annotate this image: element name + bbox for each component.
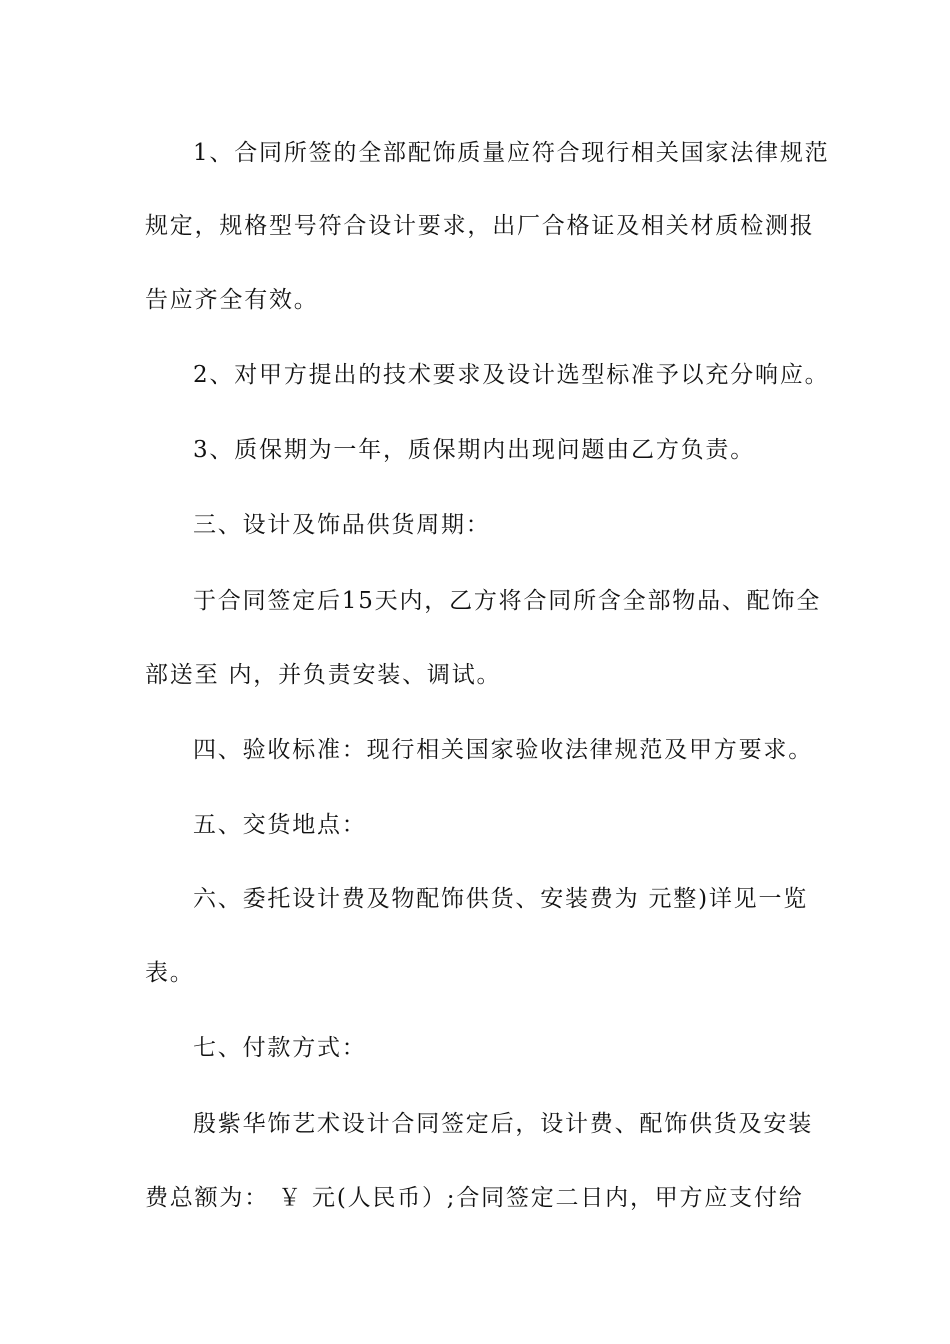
clause-2: 2、对甲方提出的技术要求及设计选型标准予以充分响应。 [193, 362, 830, 388]
clause-1-line-3: 告应齐全有效。 [145, 287, 319, 313]
payment-terms-line-1: 殷紫华饰艺术设计合同签定后，设计费、配饰供货及安装 [193, 1111, 813, 1137]
payment-terms-line-2: 费总额为： ￥ 元(人民币）;合同签定二日内，甲方应支付给 [145, 1185, 804, 1211]
clause-1-line-1: 1、合同所签的全部配饰质量应符合现行相关国家法律规范 [193, 140, 830, 166]
clause-1-line-2: 规定，规格型号符合设计要求，出厂合格证及相关材质检测报 [145, 213, 815, 239]
clause-3: 3、质保期为一年，质保期内出现问题由乙方负责。 [193, 437, 756, 463]
section-7-payment: 七、付款方式： [193, 1035, 367, 1061]
section-5-delivery: 五、交货地点： [193, 812, 367, 838]
section-4-acceptance: 四、验收标准：现行相关国家验收法律规范及甲方要求。 [193, 737, 813, 763]
supply-period-line-2: 部送至 内，并负责安装、调试。 [145, 662, 502, 688]
section-3-heading: 三、设计及饰品供货周期： [193, 512, 491, 538]
section-6-fees-line-2: 表。 [145, 960, 195, 986]
section-6-fees-line-1: 六、委托设计费及物配饰供货、安装费为 元整)详见一览 [193, 886, 809, 912]
supply-period-line-1: 于合同签定后15天内，乙方将合同所含全部物品、配饰全 [193, 588, 822, 614]
